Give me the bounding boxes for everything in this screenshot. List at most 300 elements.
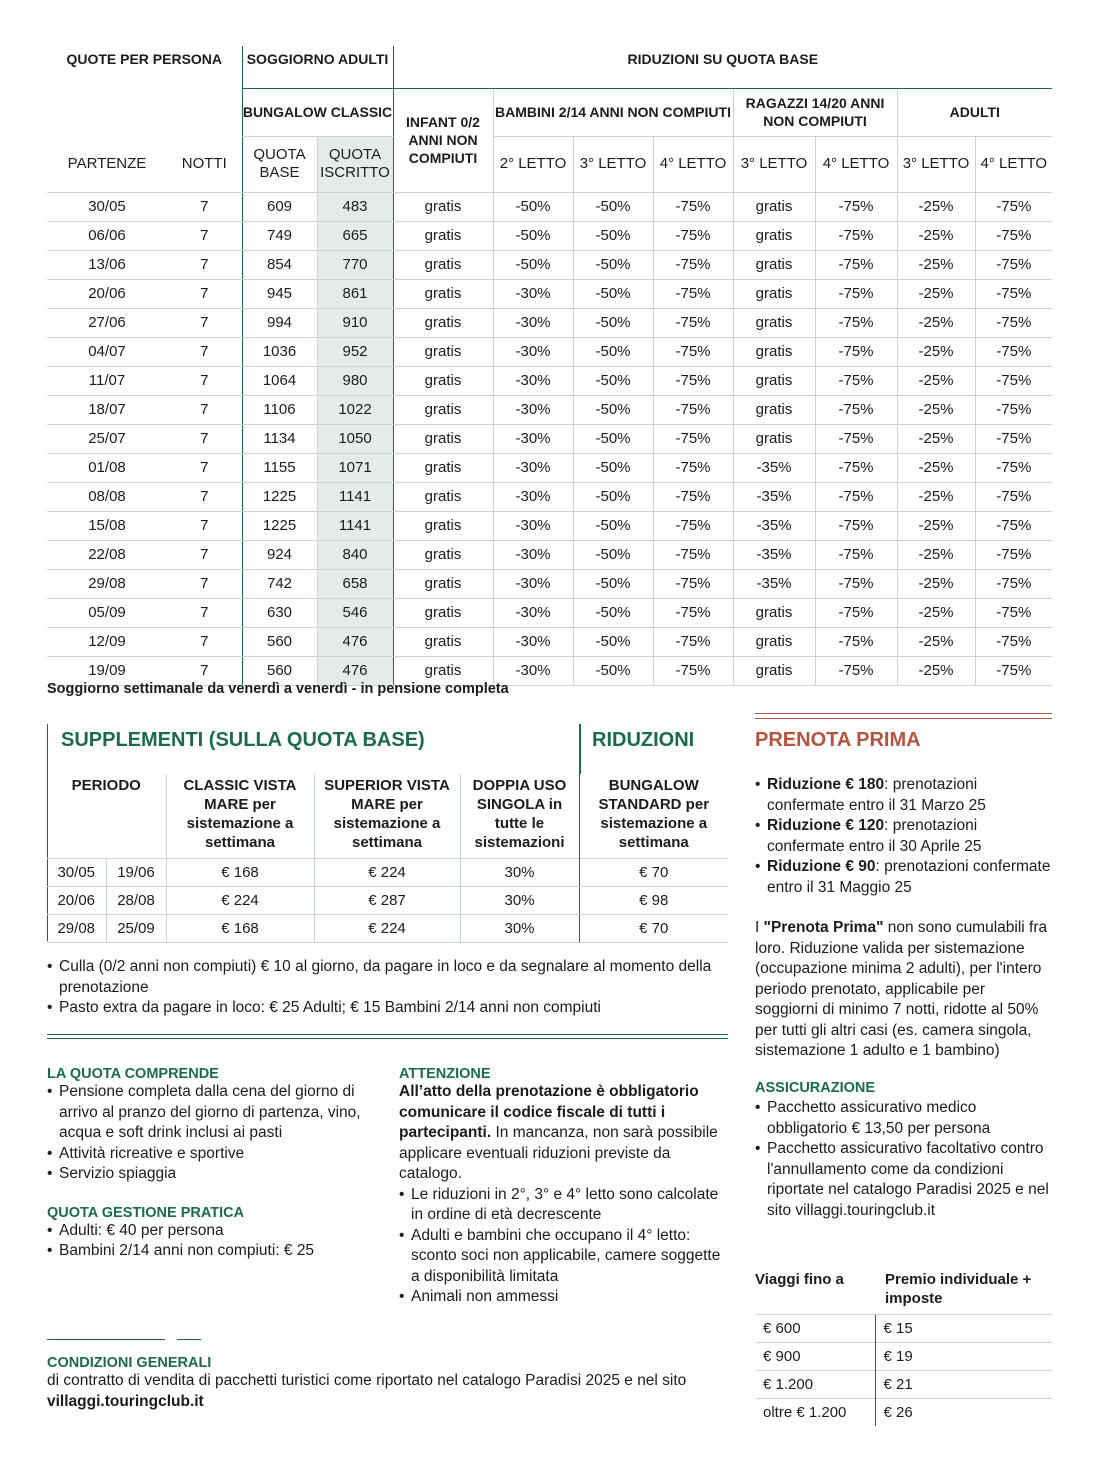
price-row — [47, 366, 1052, 395]
price-cell: 22/08 — [47, 540, 167, 569]
price-cell: -75% — [815, 511, 897, 540]
price-cell: 1071 — [317, 453, 393, 482]
price-cell: -25% — [897, 337, 975, 366]
section-divider — [47, 1034, 728, 1039]
price-cell: gratis — [393, 424, 493, 453]
price-cell: -75% — [975, 366, 1052, 395]
ins-row — [755, 1371, 1052, 1399]
supp-header-superior: SUPERIOR VISTA MARE per sistemazione a settimana — [314, 774, 460, 858]
price-cell: -25% — [897, 569, 975, 598]
supp-cell: 25/09 — [106, 914, 166, 942]
condizioni-rule-short — [177, 1339, 201, 1340]
price-cell: 483 — [317, 192, 393, 221]
price-row — [47, 221, 1052, 250]
price-cell: -75% — [815, 366, 897, 395]
header-adulti-4: 4° LETTO — [975, 136, 1052, 192]
price-cell: 630 — [242, 598, 317, 627]
price-cell: 861 — [317, 279, 393, 308]
price-cell: -35% — [733, 569, 815, 598]
price-cell: 840 — [317, 540, 393, 569]
price-cell: 1155 — [242, 453, 317, 482]
price-cell: gratis — [733, 598, 815, 627]
price-cell: -30% — [493, 395, 573, 424]
price-cell: -75% — [653, 337, 733, 366]
price-cell: 7 — [167, 250, 242, 279]
price-cell: 7 — [167, 627, 242, 656]
gestione-item: • Bambini 2/14 anni non compiuti: € 25 — [47, 1241, 382, 1262]
insurance-table — [755, 1270, 1052, 1426]
prenota-item: • Riduzione € 90: prenotazioni confermate entro il 31 Maggio 25 — [755, 857, 1052, 898]
price-cell: 11/07 — [47, 366, 167, 395]
attenzione-bold: All’atto della prenotazione è obbligatorio comunicare il codice fiscale di tutti i partecipanti. — [399, 1083, 699, 1141]
price-cell: -75% — [975, 656, 1052, 685]
price-cell: -75% — [975, 337, 1052, 366]
price-cell: -50% — [573, 511, 653, 540]
price-cell: -25% — [897, 192, 975, 221]
price-cell: 1036 — [242, 337, 317, 366]
price-cell: 05/09 — [47, 598, 167, 627]
ins-cell: € 1.200 — [755, 1371, 875, 1399]
attenzione-item: • Le riduzioni in 2°, 3° e 4° letto sono calcolate in ordine di età decrescente — [399, 1185, 729, 1226]
price-cell: -30% — [493, 279, 573, 308]
price-cell: -75% — [815, 569, 897, 598]
price-cell: -75% — [815, 482, 897, 511]
price-cell: 18/07 — [47, 395, 167, 424]
header-ragazzi: RAGAZZI 14/20 ANNI NON COMPIUTI — [733, 88, 897, 136]
supplementi-table — [47, 774, 728, 943]
price-cell: gratis — [733, 308, 815, 337]
supp-row — [47, 858, 728, 886]
price-cell: -50% — [573, 221, 653, 250]
header-adulti: ADULTI — [897, 88, 1052, 136]
comprende-item: • Attività ricreative e sportive — [47, 1144, 382, 1165]
price-cell: -75% — [815, 192, 897, 221]
price-cell: 7 — [167, 511, 242, 540]
price-cell: 1050 — [317, 424, 393, 453]
supp-cell: 30/05 — [47, 858, 106, 886]
price-cell: -75% — [815, 656, 897, 685]
header-partenze: PARTENZE — [47, 136, 167, 192]
ins-header-premio: Premio individuale + imposte — [885, 1271, 1032, 1307]
price-cell: gratis — [393, 482, 493, 511]
prenota-prima-section — [755, 775, 1052, 1221]
price-cell: -30% — [493, 337, 573, 366]
price-cell: -50% — [573, 395, 653, 424]
ins-row — [755, 1343, 1052, 1371]
price-cell: 924 — [242, 540, 317, 569]
ins-header-viaggi: Viaggi fino a — [755, 1271, 844, 1288]
condizioni-title: CONDIZIONI GENERALI — [47, 1355, 212, 1371]
gestione-pratica-title: QUOTA GESTIONE PRATICA — [47, 1204, 245, 1221]
price-cell: 1225 — [242, 511, 317, 540]
price-cell: -50% — [573, 308, 653, 337]
price-cell: 770 — [317, 250, 393, 279]
price-cell: -25% — [897, 598, 975, 627]
price-cell: 01/08 — [47, 453, 167, 482]
price-cell: -25% — [897, 453, 975, 482]
prenota-note: I "Prenota Prima" non sono cumulabili fra loro. Riduzione valida per sistemazione (occupazione minima 2 adulti), per l'intero periodo prenotato, applicabile per soggiorni di minimo 7 notti, ridotte al 50% per tutti gli altri casi (es. camera singola, sistemazione 1 adulto e 1 bambino) — [755, 919, 1048, 1059]
price-cell: -50% — [573, 598, 653, 627]
price-cell: -75% — [815, 279, 897, 308]
price-cell: -50% — [573, 453, 653, 482]
price-cell: -50% — [573, 569, 653, 598]
price-cell: gratis — [393, 366, 493, 395]
assicurazione-title: ASSICURAZIONE — [755, 1079, 876, 1096]
price-cell: -35% — [733, 453, 815, 482]
ins-row — [755, 1315, 1052, 1343]
price-cell: gratis — [733, 656, 815, 685]
price-cell: -35% — [733, 511, 815, 540]
supp-cell: 19/06 — [106, 858, 166, 886]
price-cell: 7 — [167, 656, 242, 685]
price-cell: -75% — [815, 395, 897, 424]
price-cell: -75% — [975, 453, 1052, 482]
supp-row — [47, 914, 728, 942]
price-cell: -30% — [493, 308, 573, 337]
condizioni-link[interactable]: villaggi.touringclub.it — [47, 1392, 204, 1410]
price-cell: gratis — [733, 250, 815, 279]
price-cell: -30% — [493, 540, 573, 569]
condizioni-section — [47, 1355, 727, 1412]
ins-cell: € 15 — [875, 1315, 1052, 1343]
price-cell: -50% — [573, 250, 653, 279]
price-cell: -75% — [653, 395, 733, 424]
quota-comprende-section — [47, 1066, 382, 1262]
header-bambini-4: 4° LETTO — [653, 136, 733, 192]
price-cell: 1134 — [242, 424, 317, 453]
prenota-item: • Riduzione € 120: prenotazioni confermate entro il 30 Aprile 25 — [755, 816, 1052, 857]
ins-cell: € 26 — [875, 1399, 1052, 1427]
price-cell: gratis — [733, 627, 815, 656]
price-cell: 854 — [242, 250, 317, 279]
price-cell: gratis — [733, 395, 815, 424]
price-cell: 7 — [167, 482, 242, 511]
price-cell: 1064 — [242, 366, 317, 395]
price-cell: gratis — [733, 221, 815, 250]
price-cell: -75% — [975, 627, 1052, 656]
supp-cell: € 70 — [579, 914, 728, 942]
ins-cell: € 19 — [875, 1343, 1052, 1371]
price-cell: -75% — [653, 540, 733, 569]
price-cell: -75% — [653, 279, 733, 308]
price-cell: 1225 — [242, 482, 317, 511]
price-cell: -30% — [493, 656, 573, 685]
assicurazione-item: • Pacchetto assicurativo medico obbligatorio € 13,50 per persona — [755, 1098, 1052, 1139]
price-cell: 742 — [242, 569, 317, 598]
price-cell: -75% — [975, 424, 1052, 453]
price-cell: 7 — [167, 279, 242, 308]
condizioni-text: di contratto di vendita di pacchetti turistici come riportato nel catalogo Paradisi 2025 e nel sito — [47, 1372, 687, 1389]
price-cell: -50% — [573, 366, 653, 395]
price-cell: -75% — [975, 395, 1052, 424]
condizioni-rule — [47, 1339, 165, 1340]
price-cell: -25% — [897, 395, 975, 424]
header-quote-per-persona: QUOTE PER PERSONA — [66, 51, 223, 67]
price-cell: 06/06 — [47, 221, 167, 250]
price-cell: gratis — [393, 279, 493, 308]
price-cell: 15/08 — [47, 511, 167, 540]
supp-header-bungalow: BUNGALOW STANDARD per sistemazione a settimana — [579, 774, 728, 858]
price-cell: -75% — [815, 337, 897, 366]
supp-cell: € 70 — [579, 858, 728, 886]
price-cell: gratis — [393, 569, 493, 598]
price-cell: gratis — [733, 337, 815, 366]
price-row — [47, 279, 1052, 308]
ins-cell: € 21 — [875, 1371, 1052, 1399]
supp-note-pasto: • Pasto extra da pagare in loco: € 25 Adulti; € 15 Bambini 2/14 anni non compiuti — [47, 998, 727, 1019]
price-cell: gratis — [393, 395, 493, 424]
price-cell: 560 — [242, 627, 317, 656]
price-cell: 7 — [167, 337, 242, 366]
price-cell: -75% — [815, 453, 897, 482]
price-cell: -75% — [653, 482, 733, 511]
ins-cell: oltre € 1.200 — [755, 1399, 875, 1427]
price-cell: -25% — [897, 627, 975, 656]
price-cell: -50% — [493, 250, 573, 279]
supp-cell: € 168 — [166, 858, 314, 886]
supp-note-culla: • Culla (0/2 anni non compiuti) € 10 al giorno, da pagare in loco e da segnalare al momento della prenotazione — [47, 957, 727, 998]
attenzione-item: • Adulti e bambini che occupano il 4° letto: sconto soci non applicabile, camere soggette a disponibilità limitata — [399, 1226, 729, 1288]
price-row — [47, 598, 1052, 627]
price-cell: 665 — [317, 221, 393, 250]
price-cell: 7 — [167, 221, 242, 250]
header-quota-base: QUOTA BASE — [242, 136, 317, 192]
price-cell: 7 — [167, 569, 242, 598]
price-cell: 546 — [317, 598, 393, 627]
header-notti: NOTTI — [167, 136, 242, 192]
price-cell: gratis — [393, 453, 493, 482]
supp-cell: 29/08 — [47, 914, 106, 942]
price-cell: -75% — [653, 627, 733, 656]
price-cell: -30% — [493, 598, 573, 627]
price-cell: -50% — [573, 540, 653, 569]
supp-cell: 30% — [460, 914, 579, 942]
price-cell: gratis — [393, 221, 493, 250]
price-cell: 29/08 — [47, 569, 167, 598]
price-cell: 945 — [242, 279, 317, 308]
supp-cell: 28/08 — [106, 886, 166, 914]
prenota-prima-title: PRENOTA PRIMA — [755, 729, 921, 751]
price-cell: -75% — [975, 598, 1052, 627]
price-cell: -50% — [573, 424, 653, 453]
price-cell: -25% — [897, 482, 975, 511]
price-cell: 20/06 — [47, 279, 167, 308]
price-cell: -50% — [573, 627, 653, 656]
price-cell: 7 — [167, 540, 242, 569]
price-cell: -75% — [975, 569, 1052, 598]
quota-comprende-title: LA QUOTA COMPRENDE — [47, 1066, 219, 1082]
ins-cell: € 600 — [755, 1315, 875, 1343]
price-cell: gratis — [393, 656, 493, 685]
price-cell: 04/07 — [47, 337, 167, 366]
price-cell: 910 — [317, 308, 393, 337]
price-cell: 27/06 — [47, 308, 167, 337]
price-cell: -75% — [653, 366, 733, 395]
price-cell: -25% — [897, 424, 975, 453]
price-cell: -75% — [815, 250, 897, 279]
comprende-item: • Servizio spiaggia — [47, 1164, 382, 1185]
header-ragazzi-3: 3° LETTO — [733, 136, 815, 192]
supp-cell: € 98 — [579, 886, 728, 914]
riduzioni-rule — [579, 724, 581, 774]
price-row — [47, 308, 1052, 337]
attenzione-item: • Animali non ammessi — [399, 1287, 729, 1308]
price-cell: 30/05 — [47, 192, 167, 221]
price-cell: -25% — [897, 250, 975, 279]
price-cell: gratis — [393, 598, 493, 627]
price-cell: -75% — [653, 250, 733, 279]
supplementi-title: SUPPLEMENTI (SULLA QUOTA BASE) — [61, 729, 425, 751]
price-cell: 1106 — [242, 395, 317, 424]
price-row — [47, 540, 1052, 569]
price-cell: -75% — [653, 656, 733, 685]
header-infant: INFANT 0/2 ANNI NON COMPIUTI — [393, 88, 493, 192]
price-cell: -25% — [897, 366, 975, 395]
price-cell: gratis — [393, 627, 493, 656]
price-cell: gratis — [393, 308, 493, 337]
supp-header-periodo: PERIODO — [71, 777, 141, 794]
supp-cell: € 287 — [314, 886, 460, 914]
price-cell: -25% — [897, 308, 975, 337]
price-cell: -75% — [975, 279, 1052, 308]
price-cell: 952 — [317, 337, 393, 366]
price-row — [47, 395, 1052, 424]
price-cell: 749 — [242, 221, 317, 250]
price-cell: -25% — [897, 540, 975, 569]
supp-cell: 30% — [460, 886, 579, 914]
riduzioni-title: RIDUZIONI — [592, 729, 695, 751]
price-cell: -75% — [975, 308, 1052, 337]
ins-cell: € 900 — [755, 1343, 875, 1371]
price-row — [47, 482, 1052, 511]
price-row — [47, 627, 1052, 656]
price-cell: 7 — [167, 395, 242, 424]
price-cell: -75% — [975, 511, 1052, 540]
price-row — [47, 569, 1052, 598]
price-cell: -50% — [493, 221, 573, 250]
price-cell: 609 — [242, 192, 317, 221]
header-ragazzi-4: 4° LETTO — [815, 136, 897, 192]
price-cell: gratis — [393, 250, 493, 279]
price-cell: 08/08 — [47, 482, 167, 511]
price-cell: -75% — [653, 424, 733, 453]
ins-row — [755, 1399, 1052, 1427]
price-cell: 994 — [242, 308, 317, 337]
price-cell: gratis — [393, 511, 493, 540]
supp-header-classic: CLASSIC VISTA MARE per sistemazione a settimana — [166, 774, 314, 858]
price-cell: gratis — [733, 366, 815, 395]
price-row — [47, 453, 1052, 482]
header-adulti-3: 3° LETTO — [897, 136, 975, 192]
price-cell: -75% — [815, 540, 897, 569]
price-cell: -35% — [733, 540, 815, 569]
header-bambini: BAMBINI 2/14 ANNI NON COMPIUTI — [493, 88, 733, 136]
price-cell: 1141 — [317, 511, 393, 540]
price-cell: 7 — [167, 424, 242, 453]
price-cell: -50% — [573, 482, 653, 511]
price-cell: -30% — [493, 482, 573, 511]
price-cell: -75% — [653, 598, 733, 627]
price-cell: -30% — [493, 366, 573, 395]
price-cell: -75% — [653, 453, 733, 482]
price-cell: -30% — [493, 453, 573, 482]
price-cell: -75% — [653, 308, 733, 337]
price-cell: 1022 — [317, 395, 393, 424]
attenzione-title: ATTENZIONE — [399, 1066, 491, 1082]
price-cell: 13/06 — [47, 250, 167, 279]
supp-notes — [47, 957, 727, 1019]
price-cell: 7 — [167, 453, 242, 482]
price-cell: gratis — [393, 540, 493, 569]
price-cell: -25% — [897, 279, 975, 308]
price-cell: 7 — [167, 192, 242, 221]
price-cell: -25% — [897, 656, 975, 685]
price-cell: -30% — [493, 627, 573, 656]
price-cell: -50% — [573, 279, 653, 308]
price-row — [47, 337, 1052, 366]
price-cell: gratis — [393, 192, 493, 221]
supp-header-doppia: DOPPIA USO SINGOLA in tutte le sistemazioni — [460, 774, 579, 858]
price-cell: 12/09 — [47, 627, 167, 656]
supp-cell: € 224 — [314, 858, 460, 886]
supp-cell: 30% — [460, 858, 579, 886]
header-soggiorno-adulti: SOGGIORNO ADULTI — [242, 46, 393, 88]
price-note: Soggiorno settimanale da venerdì a venerdì - in pensione completa — [47, 681, 509, 697]
price-cell: 7 — [167, 308, 242, 337]
assicurazione-item: • Pacchetto assicurativo facoltativo contro l'annullamento come da condizioni riportate nel catalogo Paradisi 2025 e nel sito villaggi.touringclub.it — [755, 1139, 1052, 1221]
price-cell: 25/07 — [47, 424, 167, 453]
price-cell: 476 — [317, 627, 393, 656]
price-cell: -30% — [493, 511, 573, 540]
supp-cell: € 224 — [166, 886, 314, 914]
prenota-divider — [755, 713, 1052, 719]
price-cell: 1141 — [317, 482, 393, 511]
price-cell: -75% — [975, 482, 1052, 511]
price-row — [47, 192, 1052, 221]
price-cell: -75% — [653, 192, 733, 221]
price-cell: gratis — [733, 424, 815, 453]
price-cell: -50% — [493, 192, 573, 221]
price-row — [47, 511, 1052, 540]
price-cell: -75% — [975, 192, 1052, 221]
supp-cell: € 168 — [166, 914, 314, 942]
price-cell: -25% — [897, 511, 975, 540]
price-cell: gratis — [733, 279, 815, 308]
price-cell: 7 — [167, 366, 242, 395]
price-table — [47, 46, 1052, 686]
gestione-item: • Adulti: € 40 per persona — [47, 1221, 382, 1242]
price-cell: 19/09 — [47, 656, 167, 685]
price-cell: -75% — [975, 221, 1052, 250]
supp-cell: 20/06 — [47, 886, 106, 914]
price-cell: -75% — [815, 598, 897, 627]
price-cell: -75% — [653, 569, 733, 598]
header-bambini-2: 2° LETTO — [493, 136, 573, 192]
price-cell: -30% — [493, 569, 573, 598]
price-cell: -35% — [733, 482, 815, 511]
attenzione-text: In mancanza, non sarà possibile applicare eventuali riduzioni previste da catalogo. — [399, 1124, 718, 1182]
price-cell: -75% — [815, 221, 897, 250]
price-cell: -50% — [573, 337, 653, 366]
price-cell: -50% — [573, 656, 653, 685]
price-cell: -75% — [815, 627, 897, 656]
price-cell: -30% — [493, 424, 573, 453]
supp-cell: € 224 — [314, 914, 460, 942]
header-quota-iscritto: QUOTA ISCRITTO — [317, 136, 393, 192]
price-cell: 560 — [242, 656, 317, 685]
attenzione-section — [399, 1066, 729, 1308]
price-cell: -50% — [573, 192, 653, 221]
